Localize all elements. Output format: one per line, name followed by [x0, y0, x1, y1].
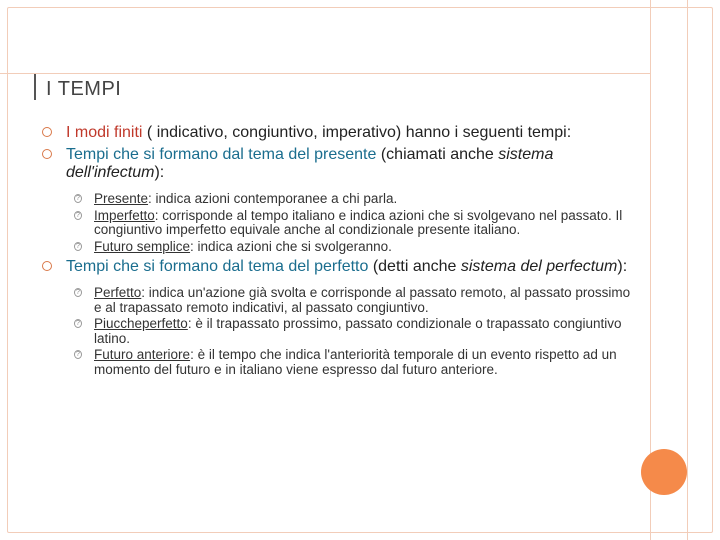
sub-bullet-text	[94, 286, 640, 315]
text-run: Futuro semplice	[94, 238, 191, 254]
title-row	[34, 74, 121, 100]
text-run: (detti anche	[368, 258, 461, 275]
text-run: : indica azioni che si svolgeranno.	[190, 238, 392, 254]
bullet-item	[40, 124, 640, 142]
text-run: (chiamati anche	[376, 146, 499, 163]
bullet-item	[40, 258, 640, 377]
square-bullet-icon: ?	[74, 211, 82, 220]
sub-bullet-item	[66, 348, 640, 377]
square-bullet-icon: ?	[74, 194, 82, 203]
sub-bullet-item	[66, 240, 640, 255]
text-run: ( indicativo, congiuntivo, imperativo) hanno i seguenti tempi:	[142, 124, 572, 141]
sub-bullet-item	[66, 209, 640, 238]
text-run: : corrisponde al tempo italiano e indica azioni che si svolgevano nel passato. Il congiuntivo imperfetto equivale anche al condizionale presente italiano.	[94, 207, 623, 237]
slide-title: I TEMPI	[46, 78, 122, 100]
sub-bullet-text	[94, 240, 640, 255]
square-bullet-icon: ?	[74, 319, 82, 328]
text-run: Imperfetto	[94, 207, 155, 223]
text-run: Futuro anteriore	[94, 347, 191, 362]
circle-bullet-icon	[42, 149, 52, 159]
text-run: ):	[154, 164, 165, 181]
text-run: : è il trapassato prossimo, passato condizionale o trapassato congiuntivo latino.	[94, 316, 622, 346]
sub-bullet-list	[66, 286, 640, 377]
sub-bullet-text	[94, 209, 640, 238]
square-bullet-icon: ?	[74, 242, 82, 251]
sub-bullet-text	[94, 192, 640, 207]
sub-bullet-text	[94, 348, 640, 377]
title-bar-icon	[34, 74, 36, 100]
square-bullet-icon: ?	[74, 288, 82, 297]
sub-bullet-item	[66, 286, 640, 315]
bullet-text	[66, 146, 640, 182]
text-run: : indica un'azione già svolta e corrisponde al passato remoto, al passato prossimo e al trapassato remoto indicativi, al passato congiuntivo.	[94, 285, 631, 315]
sub-bullet-list	[66, 192, 640, 254]
sub-bullet-text	[94, 317, 640, 346]
text-run: Tempi che si formano dal tema del perfetto	[66, 258, 369, 275]
bullet-text	[66, 258, 640, 276]
circle-bullet-icon	[42, 127, 52, 137]
text-run: : è il tempo che indica l'anteriorità temporale di un evento rispetto ad un momento del futuro e in italiano viene espresso dal futuro anteriore.	[94, 347, 617, 377]
orange-circle-icon	[641, 449, 687, 495]
square-bullet-icon: ?	[74, 350, 82, 359]
text-run: Presente	[94, 191, 149, 206]
text-run: Tempi che si formano dal tema del presente	[66, 146, 377, 163]
text-run: Piuccheperfetto	[94, 316, 188, 331]
sub-bullet-item	[66, 192, 640, 207]
circle-bullet-icon	[42, 261, 52, 271]
text-run: sistema del perfectum	[460, 258, 618, 275]
text-run: I modi finiti	[66, 124, 143, 141]
bullet-text	[66, 124, 640, 142]
slide-content	[40, 124, 640, 381]
sub-bullet-item	[66, 317, 640, 346]
text-run: ):	[617, 258, 628, 275]
text-run: : indica azioni contemporanee a chi parla.	[148, 191, 398, 206]
bullet-item	[40, 146, 640, 254]
text-run: sistema dell'infectum	[66, 146, 554, 181]
text-run: Perfetto	[94, 285, 142, 300]
